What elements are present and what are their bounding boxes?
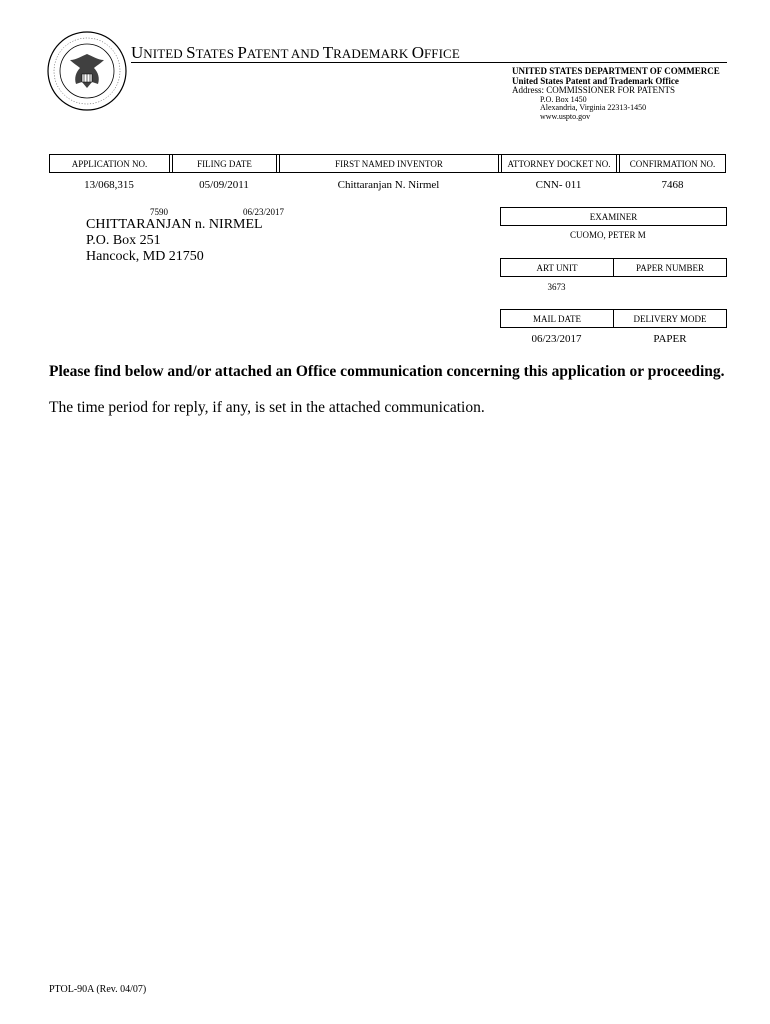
art-unit-value: 3673 bbox=[547, 282, 566, 292]
delivery-mode-label: DELIVERY MODE bbox=[633, 313, 707, 324]
attorney-docket-no-value: CNN- 011 bbox=[535, 179, 582, 191]
mailing-address bbox=[86, 217, 263, 265]
header-filing-date: FILING DATE bbox=[173, 155, 277, 172]
first-named-inventor-value: Chittaranjan N. Nirmel bbox=[337, 179, 440, 191]
paper-number-label: PAPER NUMBER bbox=[636, 262, 704, 273]
office-communication-notice: Please find below and/or attached an Office communication concerning this application or proceeding. bbox=[49, 363, 725, 380]
address-line-to: Address: COMMISSIONER FOR PATENTS bbox=[512, 85, 675, 95]
art-unit-label: ART UNIT bbox=[501, 259, 614, 276]
header-application-no: APPLICATION NO. bbox=[50, 155, 170, 172]
correspondence-date: 06/23/2017 bbox=[243, 207, 285, 217]
office-name: United States Patent and Trademark Office bbox=[512, 75, 679, 86]
reply-period-text: The time period for reply, if any, is set in the attached communication. bbox=[49, 399, 485, 416]
customer-number: 7590 bbox=[150, 207, 168, 217]
address-street: P.O. Box 251 bbox=[86, 233, 161, 248]
address-line: Alexandria, Virginia 22313-1450 bbox=[540, 103, 647, 112]
confirmation-no-value: 7468 bbox=[661, 179, 684, 191]
mail-date-value: 06/23/2017 bbox=[531, 333, 582, 345]
delivery-mode-value: PAPER bbox=[653, 333, 687, 345]
application-info-header bbox=[49, 154, 726, 173]
address-line: www.uspto.gov bbox=[540, 111, 591, 121]
address-line: P.O. Box 1450 bbox=[540, 94, 587, 104]
header-first-named-inventor: FIRST NAMED INVENTOR bbox=[280, 155, 499, 172]
header-attorney-docket-no: ATTORNEY DOCKET NO. bbox=[502, 155, 617, 172]
mail-header bbox=[500, 309, 727, 328]
examiner-label: EXAMINER bbox=[589, 211, 638, 222]
filing-date-value: 05/09/2011 bbox=[199, 179, 249, 191]
examiner-value: CUOMO, PETER M bbox=[570, 230, 646, 240]
form-number: PTOL-90A (Rev. 04/07) bbox=[49, 984, 147, 995]
application-no-value: 13/068,315 bbox=[84, 179, 134, 191]
department-name: UNITED STATES DEPARTMENT OF COMMERCE bbox=[512, 66, 720, 76]
uspto-seal-icon bbox=[46, 30, 128, 112]
address-city: Hancock, MD 21750 bbox=[86, 249, 204, 264]
art-unit-header bbox=[500, 258, 727, 277]
header-divider bbox=[131, 62, 727, 63]
examiner-header bbox=[500, 207, 727, 226]
addressee-name: CHITTARANJAN n. NIRMEL bbox=[86, 217, 263, 232]
office-title: UNITED STATES PATENT AND TRADEMARK OFFICE bbox=[131, 43, 460, 62]
department-address-block bbox=[512, 67, 720, 121]
header-confirmation-no: CONFIRMATION NO. bbox=[629, 158, 716, 169]
mail-date-label: MAIL DATE bbox=[501, 310, 614, 327]
